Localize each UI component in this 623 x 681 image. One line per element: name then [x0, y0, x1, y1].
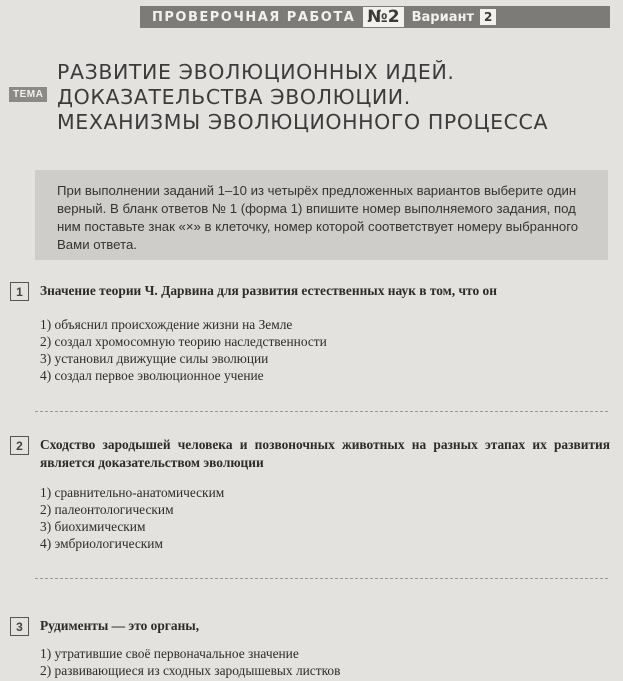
- question-2-option-2[interactable]: 2) палеонтологическим: [40, 502, 174, 517]
- topic-label: ТЕМА: [9, 87, 47, 102]
- question-1-text: Значение теории Ч. Дарвина для развития естественных наук в том, что он: [40, 283, 497, 298]
- question-1-option-4[interactable]: 4) создал первое эволюционное учение: [40, 368, 264, 383]
- divider: [35, 578, 608, 579]
- question-3-number: 3: [10, 617, 29, 636]
- topic-title: [57, 60, 597, 135]
- work-number: №2: [363, 7, 403, 27]
- header-title: ПРОВЕРОЧНАЯ РАБОТА: [152, 9, 356, 25]
- question-2-text: Сходство зародышей человека и позвоночных животных на разных этапах их развития является доказательством эволюции: [40, 437, 610, 470]
- variant-number: 2: [480, 9, 496, 25]
- topic-line: ДОКАЗАТЕЛЬСТВА ЭВОЛЮЦИИ.: [57, 85, 411, 109]
- topic-line: РАЗВИТИЕ ЭВОЛЮЦИОННЫХ ИДЕЙ.: [57, 60, 455, 84]
- question-1-number: 1: [10, 282, 29, 301]
- question-1-option-1[interactable]: 1) объяснил происхождение жизни на Земле: [40, 317, 293, 332]
- question-2-option-3[interactable]: 3) биохимическим: [40, 519, 146, 534]
- question-3-option-1[interactable]: 1) утратившие своё первоначальное значение: [40, 646, 299, 661]
- question-3-text: Рудименты — это органы,: [40, 618, 200, 633]
- question-1-option-3[interactable]: 3) установил движущие силы эволюции: [40, 351, 269, 366]
- question-3-option-2[interactable]: 2) развивающиеся из сходных зародышевых листков: [40, 663, 341, 678]
- instructions-box: При выполнении заданий 1–10 из четырёх предложенных вариантов выберите один верный. В бланк ответов № 1 (форма 1) впишите номер выполняемого задания, под ним поставьте знак «×» в клеточку, номер которой соответствует номеру выбранного Вами ответа.: [35, 170, 608, 260]
- page-header: [140, 6, 610, 28]
- variant-label: Вариант: [411, 9, 474, 25]
- question-1-option-2[interactable]: 2) создал хромосомную теорию наследственности: [40, 334, 327, 349]
- question-2-option-4[interactable]: 4) эмбриологическим: [40, 536, 163, 551]
- topic-line: МЕХАНИЗМЫ ЭВОЛЮЦИОННОГО ПРОЦЕССА: [57, 110, 549, 134]
- divider: [35, 411, 608, 412]
- question-2-option-1[interactable]: 1) сравнительно-анатомическим: [40, 485, 225, 500]
- question-2-number: 2: [10, 436, 29, 455]
